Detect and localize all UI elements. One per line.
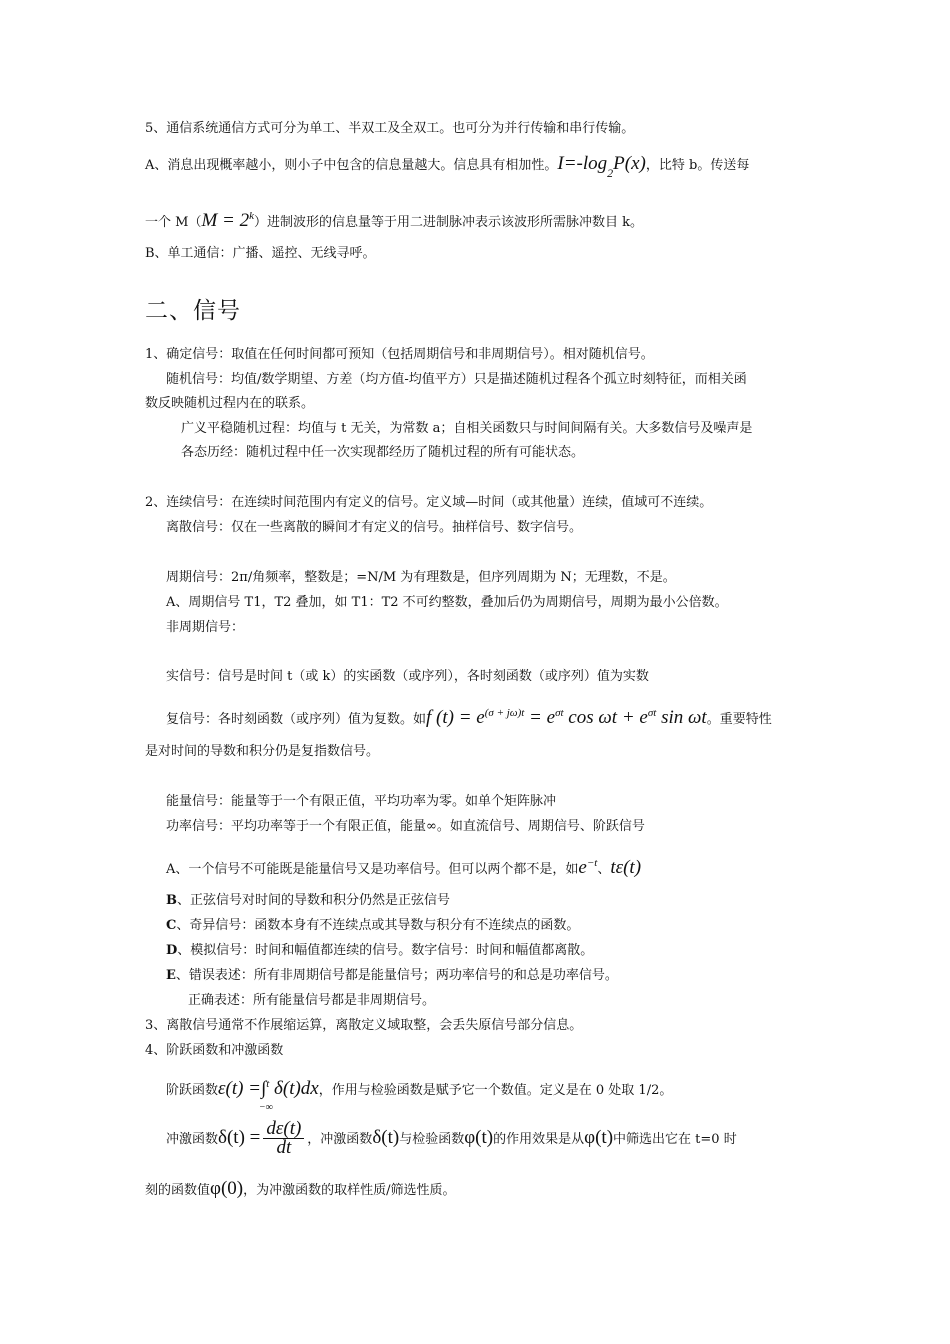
phi-symbol: φ(t) xyxy=(464,1126,494,1148)
deterministic-signal: 1、确定信号：取值在任何时间都可预知（包括周期信号和非周期信号）。相对随机信号。 xyxy=(145,347,654,362)
integral-upper: t xyxy=(266,1078,270,1090)
random-signal-cont: 数反映随机过程内在的联系。 xyxy=(145,396,315,411)
discrete-scaling: 3、离散信号通常不作展缩运算，离散定义域取整，会丢失原信号部分信息。 xyxy=(145,1018,583,1033)
simplex-examples: B、单工通信：广播、遥控、无线寻呼。 xyxy=(145,246,376,261)
impulse-text: 冲激函数 xyxy=(166,1131,219,1147)
complex-formula-exp1: (σ + jω)t xyxy=(484,707,525,719)
neither-line xyxy=(166,854,641,879)
step-formula-lhs: ε(t) = xyxy=(218,1078,262,1099)
phi-zero: φ(0) xyxy=(210,1178,244,1199)
random-signal: 随机信号：均值/数学期望、方差（均方值-均值平方）只是描述随机过程各个孤立时刻特征，而相关函 xyxy=(166,372,747,387)
exp-decay-base: e xyxy=(578,857,587,878)
energy-signal: 能量信号：能量等于一个有限正值，平均功率为零。如单个矩阵脉冲 xyxy=(166,794,557,809)
real-signal: 实信号：信号是时间 t（或 k）的实函数（或序列），各时刻函数（或序列）值为实数 xyxy=(166,669,649,684)
sampling-text: 刻的函数值 xyxy=(145,1183,211,1198)
wrong-statement: E、错误表述：所有非周期信号都是能量信号；两功率信号的和总是功率信号。 xyxy=(166,968,618,983)
neither-text: A、一个信号不可能既是能量信号又是功率信号。但可以两个都不是，如 xyxy=(166,862,579,877)
item-marker: B xyxy=(166,893,177,908)
impulse-denominator: dt xyxy=(276,1137,292,1158)
complex-formula-lhs: f (t) = e xyxy=(426,707,485,728)
singular-signal: C、奇异信号：函数本身有不连续点或其导数与积分有不连续点的函数。 xyxy=(166,918,580,933)
complex-signal-text-2: 。重要特性 xyxy=(706,712,772,727)
neither-sep: 、 xyxy=(597,862,611,877)
impulse-function-line xyxy=(166,1120,737,1157)
complex-formula-exp2: σt xyxy=(555,707,564,719)
complex-formula-mid: = e xyxy=(524,707,556,728)
power-signal: 功率信号：平均功率等于一个有限正值，能量∞。如直流信号、周期信号、阶跃信号 xyxy=(166,819,645,834)
impulse-formula-lhs: δ(t) = xyxy=(218,1126,261,1148)
info-formula-arg: P(x) xyxy=(613,153,646,174)
m-ary-formula xyxy=(201,210,254,231)
item-marker: C xyxy=(166,918,177,933)
impulse-text-3: 与检验函数 xyxy=(399,1131,465,1147)
exp-decay-formula xyxy=(578,857,597,878)
m-ary-line xyxy=(145,207,643,232)
item-marker: E xyxy=(166,968,176,983)
step-function-text-2: ，作用与检验函数是赋予它一个数值。定义是在 0 处取 1/2。 xyxy=(318,1083,673,1098)
info-formula-log: =-log xyxy=(563,153,608,174)
impulse-fraction xyxy=(263,1120,304,1157)
complex-formula-cos: cos ωt + e xyxy=(563,707,648,728)
impulse-text-4: 的作用效果是从 xyxy=(493,1131,585,1147)
ergodic: 各态历经：随机过程中任一次实现都经历了随机过程的所有可能状态。 xyxy=(181,445,585,460)
step-function-text: 阶跃函数 xyxy=(166,1083,219,1098)
integral xyxy=(259,1075,273,1113)
complex-formula-sin: sin ωt xyxy=(656,707,707,728)
comm-mode-item: 5、通信系统通信方式可分为单工、半双工及全双工。也可分为并行传输和串行传输。 xyxy=(145,121,635,136)
step-impulse-heading: 4、阶跃函数和冲激函数 xyxy=(145,1043,284,1058)
integrand: δ(t)dx xyxy=(274,1078,319,1099)
complex-signal-line xyxy=(166,704,772,729)
impulse-text-5: 中筛选出它在 t=0 时 xyxy=(613,1131,737,1147)
info-formula xyxy=(557,153,646,180)
periodic-signal: 周期信号：2π/角频率，整数是；=N/M 为有理数是，但序列周期为 N；无理数，不是。 xyxy=(166,570,676,585)
m-ary-formula-exp: k xyxy=(249,210,254,222)
impulse-text-2: ，冲激函数 xyxy=(307,1131,373,1147)
complex-signal-cont: 是对时间的导数和积分仍是复指数信号。 xyxy=(145,744,380,759)
integral-sign: ∫ xyxy=(261,1078,267,1099)
section-heading: 二、信号 xyxy=(145,298,241,324)
info-measure-text: A、消息出现概率越小，则小子中包含的信息量越大。信息具有相加性。 xyxy=(145,158,558,173)
m-ary-formula-base: M = 2 xyxy=(201,210,250,231)
sampling-property-line xyxy=(145,1180,456,1200)
sinusoid-note: B、正弦信号对时间的导数和积分仍然是正弦信号 xyxy=(166,893,451,908)
periodic-sum: A、周期信号 T1，T2 叠加，如 T1：T2 不可约整数，叠加后仍为周期信号，周期为最小公倍数。 xyxy=(166,595,728,610)
integral-lower: −∞ xyxy=(259,1102,273,1113)
complex-signal-text: 复信号：各时刻函数（或序列）值为复数。如 xyxy=(166,712,427,727)
sampling-text-2: ，为冲激函数的取样性质/筛选性质。 xyxy=(243,1183,456,1198)
impulse-numerator: dε(t) xyxy=(263,1120,304,1139)
analog-signal: D、模拟信号：时间和幅值都连续的信号。数字信号：时间和幅值都离散。 xyxy=(166,943,594,958)
exp-decay-exp: −t xyxy=(586,857,598,869)
complex-formula-exp3: σt xyxy=(647,707,657,719)
info-measure-text-2: ，比特 b。传送每 xyxy=(645,158,750,173)
discrete-signal: 离散信号：仅在一些离散的瞬间才有定义的信号。抽样信号、数字信号。 xyxy=(166,520,583,535)
info-formula-lhs: I xyxy=(557,153,564,174)
phi-symbol-2: φ(t) xyxy=(584,1126,614,1148)
info-formula-base: 2 xyxy=(607,166,614,180)
item-marker: D xyxy=(166,943,178,958)
aperiodic-signal: 非周期信号： xyxy=(166,620,245,635)
impulse-formula xyxy=(218,1118,307,1158)
complex-formula xyxy=(426,707,707,728)
step-function-line xyxy=(166,1075,673,1113)
m-ary-text-2: ）进制波形的信息量等于用二进制脉冲表示该波形所需脉冲数目 k。 xyxy=(254,215,644,230)
m-ary-text: 一个 M（ xyxy=(145,215,202,230)
step-formula xyxy=(218,1078,319,1113)
wide-sense-stationary: 广义平稳随机过程：均值与 t 无关，为常数 a；自相关函数只与时间间隔有关。大多数信号及噪声是 xyxy=(181,421,753,436)
delta-symbol: δ(t) xyxy=(372,1126,400,1148)
ramp-formula: tε(t) xyxy=(610,857,642,878)
correct-statement: 正确表述：所有能量信号都是非周期信号。 xyxy=(188,993,436,1008)
continuous-signal: 2、连续信号：在连续时间范围内有定义的信号。定义域—时间（或其他量）连续，值域可不连续。 xyxy=(145,495,713,510)
info-measure-line xyxy=(145,155,749,182)
